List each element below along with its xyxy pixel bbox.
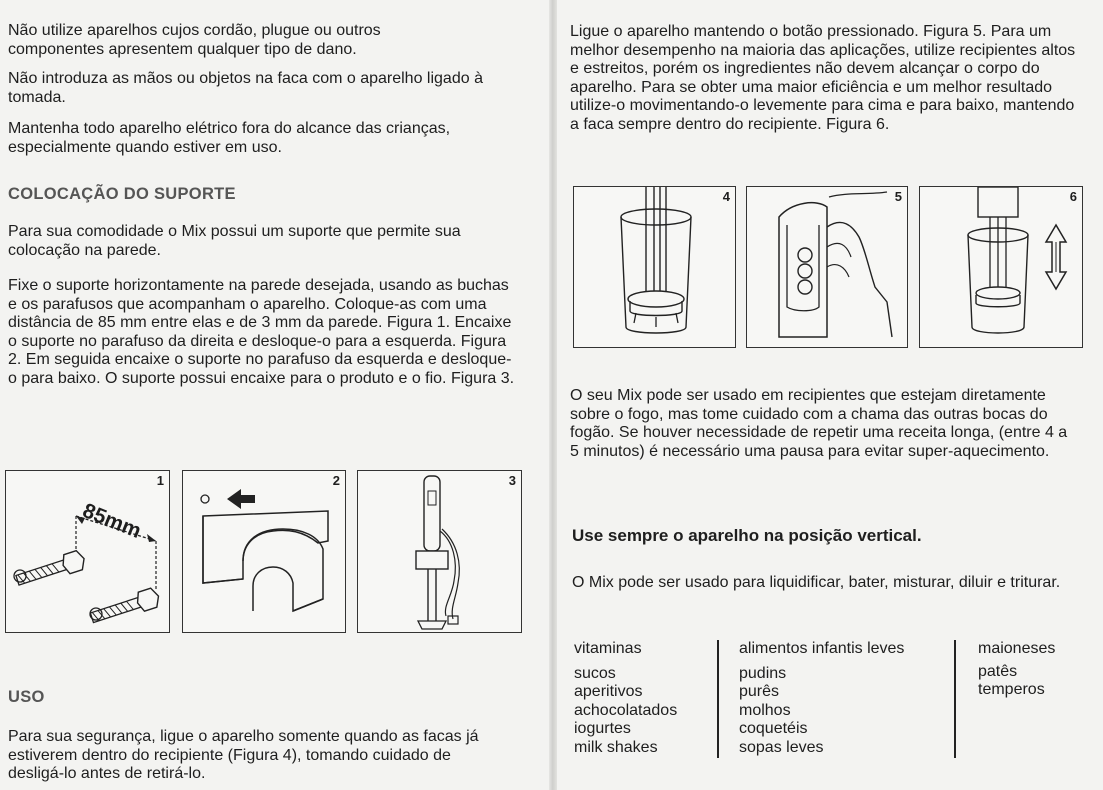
figure-4-number: 4 bbox=[722, 189, 730, 204]
safety-paragraph-2: Não introduza as mãos ou objetos na faca com o aparelho ligado à tomada. bbox=[8, 70, 483, 106]
figure-6 bbox=[919, 186, 1083, 348]
mixer-on-bracket-drawing bbox=[358, 471, 523, 634]
right-page bbox=[556, 0, 1103, 790]
use-item: temperos bbox=[978, 681, 1045, 698]
use-item: milk shakes bbox=[574, 738, 658, 756]
use-item: sopas leves bbox=[739, 738, 824, 756]
figure-6-number: 6 bbox=[1069, 189, 1077, 204]
hand-pressing-button-drawing bbox=[747, 187, 909, 349]
screw-spacing-drawing bbox=[6, 471, 171, 634]
column-divider bbox=[954, 640, 956, 758]
safety-paragraph-3: Mantenha todo aparelho elétrico fora do alcance das crianças, especialmente quando estiver em uso. bbox=[8, 120, 451, 156]
figure-4 bbox=[573, 186, 736, 348]
vertical-position-note: Use sempre o aparelho na posição vertical. bbox=[572, 526, 922, 545]
uses-intro: O Mix pode ser usado para liquidificar, bater, misturar, diluir e triturar. bbox=[572, 574, 1061, 591]
fire-caution-paragraph: O seu Mix pode ser usado em recipientes que estejam diretamente sobre o fogo, mas tome cuidado com a chama das outras bocas do fogão. Se houver necessidade de repetir uma receita longa, (entre 4 a 5 minutos) é necessário uma pausa para evitar super-aquecimento. bbox=[570, 387, 1068, 460]
figure-3-number: 3 bbox=[508, 473, 516, 488]
use-item: patês bbox=[978, 662, 1018, 680]
operation-paragraph: Ligue o aparelho mantendo o botão pressionado. Figura 5. Para um melhor desempenho na maioria das aplicações, utilize recipientes altos e estreitos, porém os ingredientes não devem alcançar o corpo do aparelho. Para se obter uma maior eficiência e um melhor resultado utilize-o movimentando-o levemente para cima e para baixo, mantendo a faca sempre dentro do recipiente. Figura 6. bbox=[570, 23, 1076, 133]
up-down-motion-drawing bbox=[920, 187, 1084, 349]
figure-2 bbox=[182, 470, 346, 633]
use-item: maioneses bbox=[978, 640, 1056, 657]
left-page bbox=[0, 0, 549, 790]
dimension-label: 85mm bbox=[79, 499, 145, 544]
figure-2-number: 2 bbox=[332, 473, 340, 488]
use-item: achocolatados bbox=[574, 701, 678, 719]
uses-column-1 bbox=[574, 640, 677, 757]
use-item: coquetéis bbox=[739, 720, 808, 737]
support-intro: Para sua comodidade o Mix possui um suporte que permite sua colocação na parede. bbox=[8, 223, 461, 259]
figure-5-number: 5 bbox=[894, 189, 902, 204]
use-item: sucos bbox=[574, 664, 616, 682]
use-item: aperitivos bbox=[574, 683, 643, 700]
column-divider bbox=[717, 640, 719, 758]
uses-column-3 bbox=[978, 640, 1055, 700]
blender-in-container-drawing bbox=[574, 187, 737, 349]
use-item: pudins bbox=[739, 664, 787, 682]
use-item: molhos bbox=[739, 701, 791, 719]
uses-column-2 bbox=[739, 640, 904, 757]
wall-bracket-drawing bbox=[183, 471, 347, 634]
figure-1 bbox=[5, 470, 170, 633]
use-text: Para sua segurança, ligue o aparelho somente quando as facas já estiverem dentro do recipiente (Figura 4), tomando cuidado de desligá-lo antes de retirá-lo. bbox=[8, 728, 479, 782]
figure-1-number: 1 bbox=[156, 473, 164, 488]
figure-3 bbox=[357, 470, 522, 633]
use-item: alimentos infantis leves bbox=[739, 640, 905, 657]
safety-paragraph-1: Não utilize aparelhos cujos cordão, plugue ou outros componentes apresentem qualquer tipo de dano. bbox=[8, 22, 381, 58]
use-heading: USO bbox=[8, 688, 45, 706]
use-item: iogurtes bbox=[574, 720, 631, 737]
support-steps: Fixe o suporte horizontamente na parede desejada, usando as buchas e os parafusos que acompanham o aparelho. Coloque-as com uma distância de 85 mm entre elas e de 3 mm da parede. Figura 1. Encaixe o suporte no parafuso da direita e desloque-o para a esquerda. Figura 2. Em seguida encaixe o suporte no parafuso da esquerda e desloque-o para baixo. O suporte possui encaixe para o produto e o fio. Figura 3. bbox=[8, 277, 515, 387]
support-heading: COLOCAÇÃO DO SUPORTE bbox=[8, 185, 236, 203]
figure-5 bbox=[746, 186, 908, 348]
use-item: purês bbox=[739, 683, 780, 700]
use-item: vitaminas bbox=[574, 640, 642, 657]
